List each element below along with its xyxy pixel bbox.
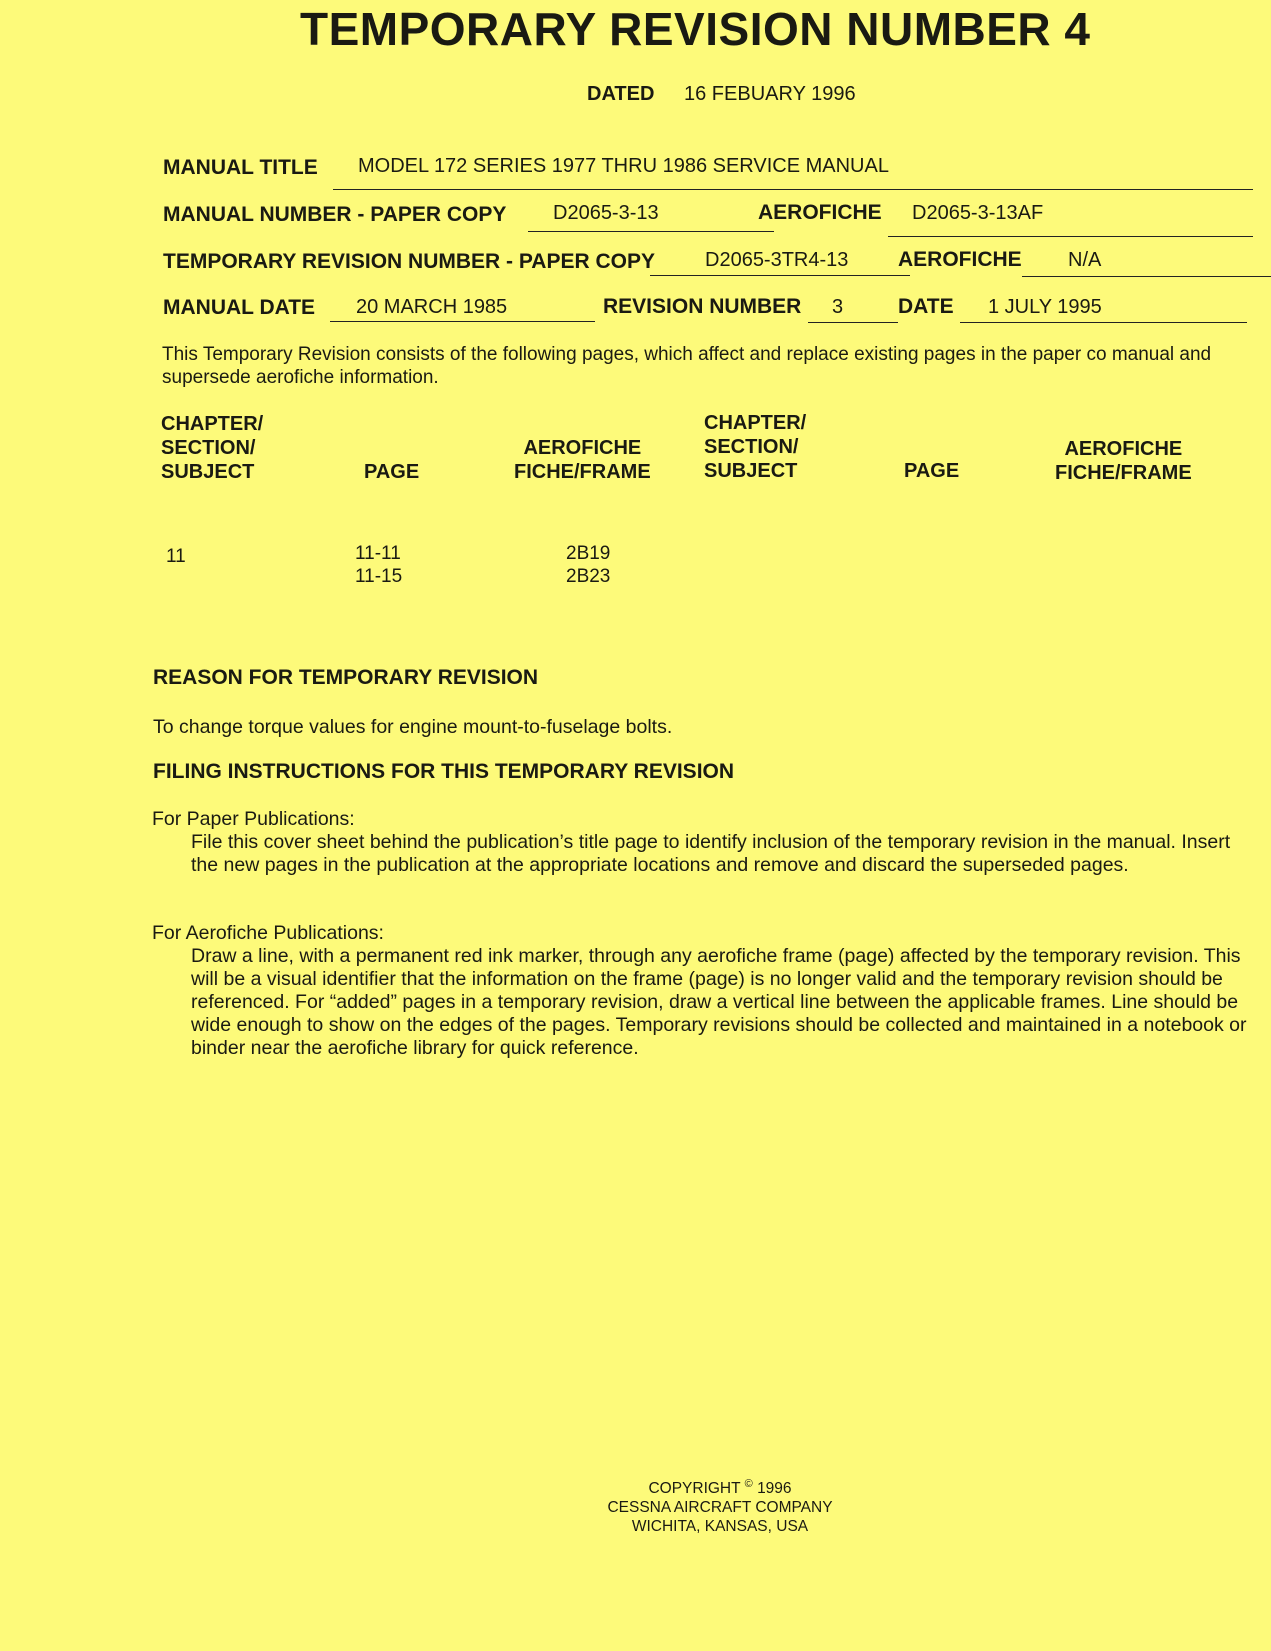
revision-date-underline — [960, 322, 1247, 323]
table-header-chapter-right: CHAPTER/ SECTION/ SUBJECT — [704, 412, 807, 482]
copyright-year: 1996 — [757, 1480, 792, 1498]
company-location: WICHITA, KANSAS, USA — [631, 1518, 809, 1536]
table-header-page-right: PAGE — [904, 460, 960, 482]
document-title: TEMPORARY REVISION NUMBER 4 — [300, 3, 1091, 55]
reason-text: To change torque values for engine mount-to-fuselage bolts. — [153, 716, 673, 738]
footer-block — [560, 1475, 880, 1536]
manual-date-value: 20 MARCH 1985 — [356, 296, 508, 318]
paper-publications-text: File this cover sheet behind the publication’s title page to identify inclusion of the temporary revision in the manual. Insert the new pages in the publication at the appropriate locations and remove and discard the superseded pages. — [191, 831, 1231, 876]
manual-number-value: D2065-3-13 — [553, 202, 659, 224]
manual-date-underline — [330, 321, 595, 322]
revision-number-underline — [808, 322, 898, 323]
copyright-line — [560, 1475, 880, 1498]
table-header-aerofiche-right: AEROFICHE FICHE/FRAME — [1055, 438, 1192, 484]
temp-aerofiche-value: N/A — [1068, 249, 1102, 271]
temp-revision-value: D2065-3TR4-13 — [705, 249, 849, 271]
table-header-chapter-left: CHAPTER/ SECTION/ SUBJECT — [161, 413, 264, 483]
paper-publications-label: For Paper Publications: — [152, 808, 355, 830]
manual-title-label: MANUAL TITLE — [163, 156, 318, 179]
reason-heading: REASON FOR TEMPORARY REVISION — [153, 666, 539, 689]
table-cell-pages: 11-11 11-15 — [355, 543, 403, 587]
filing-heading: FILING INSTRUCTIONS FOR THIS TEMPORARY REVISION — [153, 760, 735, 783]
table-cell-chapter: 11 — [166, 546, 186, 567]
revision-number-value: 3 — [832, 296, 844, 318]
table-header-aerofiche-left: AEROFICHE FICHE/FRAME — [514, 437, 651, 483]
table-cell-frames: 2B19 2B23 — [566, 543, 611, 587]
manual-number-label: MANUAL NUMBER - PAPER COPY — [163, 203, 507, 226]
temp-aerofiche-label: AEROFICHE — [898, 248, 1022, 271]
manual-aerofiche-underline — [888, 236, 1253, 237]
manual-title-underline — [333, 189, 1253, 190]
copyright-word: COPYRIGHT — [648, 1480, 741, 1498]
dated-label: DATED — [587, 83, 655, 105]
intro-paragraph: This Temporary Revision consists of the following pages, which affect and replace existing pages in the paper co manual and supersede aerofiche information. — [162, 344, 1212, 388]
manual-aerofiche-value: D2065-3-13AF — [912, 202, 1044, 224]
table-header-page-left: PAGE — [364, 461, 420, 483]
temp-revision-label: TEMPORARY REVISION NUMBER - PAPER COPY — [163, 250, 656, 273]
temp-aerofiche-underline — [1022, 276, 1271, 277]
revision-date-value: 1 JULY 1995 — [988, 296, 1102, 318]
copyright-symbol: © — [744, 1478, 753, 1490]
dated-value: 16 FEBUARY 1996 — [684, 83, 856, 105]
aerofiche-publications-text: Draw a line, with a permanent red ink marker, through any aerofiche frame (page) affected by the temporary revision. This will be a visual identifier that the information on the frame (page) is no longer valid and the temporary revision should be referenced. For “added” pages in a temporary revision, draw a vertical line between the applicable frames. Line should be wide enough to show on the edges of the pages. Temporary revisions should be collected and maintained in a notebook or binder near the aerofiche library for quick reference. — [191, 945, 1247, 1059]
manual-aerofiche-label: AEROFICHE — [758, 201, 882, 224]
manual-number-underline — [528, 231, 774, 232]
revision-number-label: REVISION NUMBER — [603, 295, 802, 318]
revision-date-label: DATE — [898, 295, 954, 318]
manual-title-value: MODEL 172 SERIES 1977 THRU 1986 SERVICE MANUAL — [358, 155, 889, 177]
temp-revision-underline — [650, 275, 910, 276]
manual-date-label: MANUAL DATE — [163, 296, 316, 319]
company-name: CESSNA AIRCRAFT COMPANY — [607, 1499, 833, 1517]
aerofiche-publications-label: For Aerofiche Publications: — [152, 922, 384, 944]
